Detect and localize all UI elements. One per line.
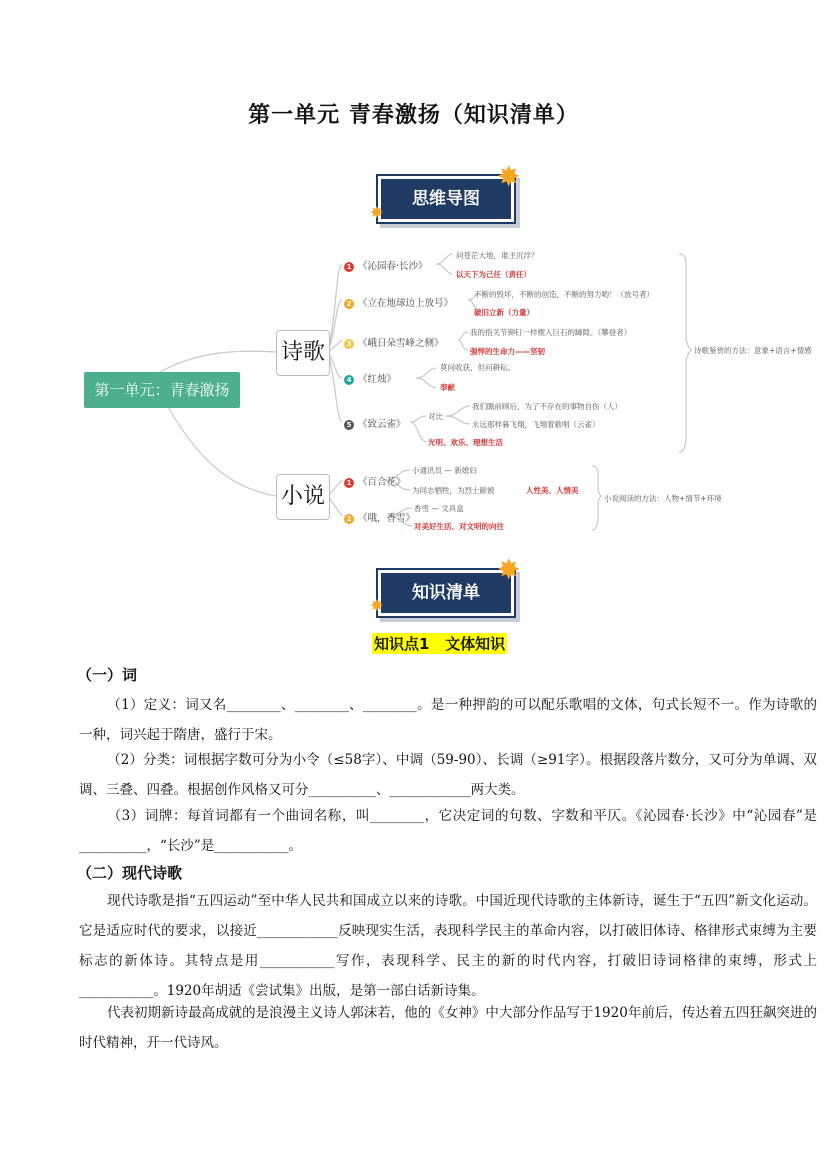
poem-item: 5 《致云雀》: [344, 416, 406, 430]
mindmap-leaf: 为同志牺牲，为烈士献被: [412, 486, 495, 495]
star-icon: ✸: [497, 553, 521, 586]
mindmap-leaf: 我们瞻前顾后，为了不存在的事物自伤（人）: [472, 402, 622, 411]
mindmap-leaf: 对比: [428, 412, 443, 421]
star-icon: ✸: [370, 596, 384, 615]
mindmap-leaf: 香雪 — 文具盒: [414, 504, 464, 513]
number-badge: 2: [344, 514, 354, 524]
mindmap-leaf: 人性美、人情美: [526, 486, 579, 495]
paragraph: （1）定义：词又名________、________、________。是一种押韵的可以配乐歌唱的文体，句式长短不一。作为诗歌的一种，词兴起于隋唐，盛行于宋。: [79, 697, 817, 743]
star-icon: ✸: [497, 160, 521, 193]
poem-item: 4 《红烛》: [344, 371, 396, 385]
paragraph: （3）词牌：每首词都有一个曲词名称，叫________，它决定词的句数、字数和平仄。《沁园春·长沙》中“沁园春”是__________，“长沙”是___________。: [79, 808, 817, 854]
branch-poetry: 诗歌: [276, 330, 330, 376]
mindmap-leaf: 破旧立新（力量）: [474, 308, 534, 317]
number-badge: 1: [344, 262, 354, 272]
fiction-item: 1 《百合花》: [344, 474, 406, 488]
fiction-item: 2 《哦，香雪》: [344, 510, 415, 524]
mindmap-leaf: 我的指关节铆钉一样楔入巨石的罅隙。（攀登者）: [470, 328, 632, 337]
mindmap-leaf: 以天下为己任（责任）: [456, 270, 531, 279]
mindmap-leaf: 奉献: [440, 383, 455, 392]
section-heading: （一）词: [77, 666, 138, 684]
knowledge-badge: 知识清单: [378, 570, 514, 616]
poetry-summary: 诗歌鉴赏的方法：意象+语言+情感: [694, 346, 812, 355]
mindmap-leaf: 强悍的生命力——坚韧: [470, 347, 545, 356]
mindmap-leaf: 光明、欢乐、理想生活: [428, 438, 503, 447]
fiction-summary: 小说阅读的方法：人物+情节+环境: [604, 494, 722, 503]
number-badge: 3: [344, 339, 354, 349]
mindmap-leaf: 对美好生活、对文明的向往: [414, 522, 504, 531]
mindmap-leaf: 永远那样暮飞翔，飞翔着歌唱（云雀）: [472, 420, 600, 429]
number-badge: 4: [344, 375, 354, 385]
branch-fiction: 小说: [276, 474, 330, 520]
number-badge: 2: [344, 299, 354, 309]
poem-item: 1 《沁园春·长沙》: [344, 258, 428, 272]
knowledge-point-heading: 知识点1 文体知识: [374, 635, 506, 653]
mindmap-badge: 思维导图: [378, 176, 514, 222]
mindmap-leaf: 小通讯员 — 新媳妇: [412, 466, 477, 475]
number-badge: 5: [344, 420, 354, 430]
poem-item: 2 《立在地球边上放号》: [344, 295, 453, 309]
paragraph: 现代诗歌是指“五四运动”至中华人民共和国成立以来的诗歌。中国近现代诗歌的主体新诗，诞生于“五四”新文化运动。它是适应时代的要求，以接近____________反映现实生活，表现科学民主的革命内容，以打破旧体诗、格律形式束缚为主要标志的新体诗。其特点是用___________写作，表现科学、民主的新的时代内容，打破旧诗词格律的束缚，形式上___________。1920年胡适《尝试集》出版，是第一部白话新诗集。: [79, 893, 817, 999]
mindmap-root: 第一单元：青春激扬: [84, 372, 240, 408]
paragraph: 代表初期新诗最高成就的是浪漫主义诗人郭沫若，他的《女神》中大部分作品写于1920年前后，传达着五四狂飙突进的时代精神，开一代诗风。: [79, 1005, 817, 1051]
page-title: 第一单元 青春激扬（知识清单）: [248, 103, 579, 128]
mindmap-leaf: 不断的毁坏，不断的创造，不断的努力哟！（放号者）: [474, 290, 654, 299]
section-heading: （二）现代诗歌: [77, 864, 183, 882]
mindmap-leaf: 问苍茫大地，谁主沉浮？: [456, 251, 539, 260]
poem-item: 3 《峨日朵雪峰之侧》: [344, 335, 444, 349]
star-icon: ✸: [370, 203, 384, 222]
paragraph: （2）分类：词根据字数可分为小令（≤58字）、中调（59-90）、长调（≥91字）。根据段落片数分，又可分为单调、双调、三叠、四叠。根据创作风格又可分__________、____________两大类。: [79, 752, 817, 798]
mindmap-leaf: 莫问收获，但问耕耘。: [440, 363, 515, 372]
number-badge: 1: [344, 478, 354, 488]
